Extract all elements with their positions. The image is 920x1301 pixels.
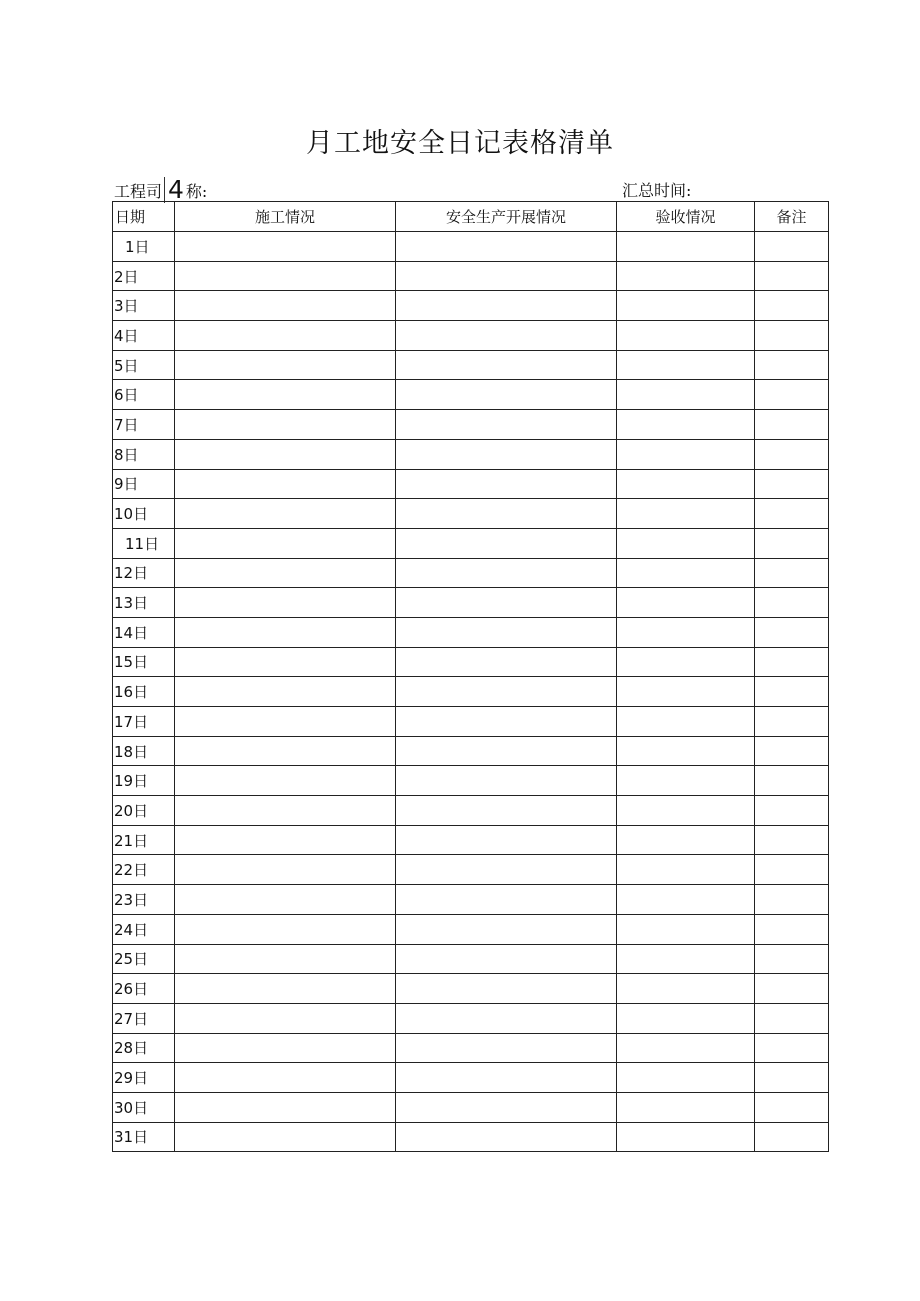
header-construction: 施工情况 [175,202,396,232]
date-cell: 4日 [113,321,175,351]
remarks-cell[interactable] [755,350,829,380]
construction-cell[interactable] [175,558,396,588]
remarks-cell[interactable] [755,707,829,737]
construction-cell[interactable] [175,885,396,915]
remarks-cell[interactable] [755,439,829,469]
date-cell: 24日 [113,914,175,944]
construction-cell[interactable] [175,1122,396,1152]
table-row [113,350,829,380]
date-cell: 9日 [113,469,175,499]
remarks-cell[interactable] [755,796,829,826]
safety-cell[interactable] [396,350,617,380]
date-cell: 25日 [113,944,175,974]
acceptance-cell[interactable] [617,736,755,766]
construction-cell[interactable] [175,736,396,766]
safety-cell[interactable] [396,528,617,558]
construction-cell[interactable] [175,380,396,410]
date-cell: 18日 [113,736,175,766]
table-row [113,766,829,796]
page-title: 月工地安全日记表格清单 [306,128,614,159]
construction-cell[interactable] [175,291,396,321]
acceptance-cell[interactable] [617,796,755,826]
construction-cell[interactable] [175,617,396,647]
acceptance-cell[interactable] [617,885,755,915]
construction-cell[interactable] [175,499,396,529]
safety-cell[interactable] [396,232,617,262]
project-name-label [114,174,207,202]
table-row [113,885,829,915]
safety-cell[interactable] [396,410,617,440]
date-cell: 5日 [113,350,175,380]
acceptance-cell[interactable] [617,291,755,321]
construction-cell[interactable] [175,350,396,380]
remarks-cell[interactable] [755,855,829,885]
acceptance-cell[interactable] [617,855,755,885]
remarks-cell[interactable] [755,885,829,915]
safety-cell[interactable] [396,647,617,677]
construction-cell[interactable] [175,855,396,885]
acceptance-cell[interactable] [617,974,755,1004]
construction-cell[interactable] [175,1003,396,1033]
safety-cell[interactable] [396,1003,617,1033]
safety-cell[interactable] [396,380,617,410]
table-row [113,914,829,944]
construction-cell[interactable] [175,914,396,944]
remarks-cell[interactable] [755,1122,829,1152]
table-row [113,1003,829,1033]
date-cell: 19日 [113,766,175,796]
remarks-cell[interactable] [755,1092,829,1122]
project-label-left: 工程司 [114,182,163,201]
acceptance-cell[interactable] [617,647,755,677]
date-cell: 1日 [113,232,175,262]
safety-cell[interactable] [396,588,617,618]
date-cell: 27日 [113,1003,175,1033]
table-row [113,499,829,529]
acceptance-cell[interactable] [617,825,755,855]
date-cell: 31日 [113,1122,175,1152]
construction-cell[interactable] [175,796,396,826]
table-row [113,588,829,618]
table-row [113,974,829,1004]
date-cell: 30日 [113,1092,175,1122]
table-row [113,617,829,647]
safety-cell[interactable] [396,469,617,499]
acceptance-cell[interactable] [617,558,755,588]
header-date: 日期 [113,202,175,232]
construction-cell[interactable] [175,439,396,469]
safety-cell[interactable] [396,677,617,707]
date-cell: 12日 [113,558,175,588]
acceptance-cell[interactable] [617,677,755,707]
acceptance-cell[interactable] [617,528,755,558]
date-cell: 22日 [113,855,175,885]
safety-cell[interactable] [396,885,617,915]
safety-cell[interactable] [396,617,617,647]
acceptance-cell[interactable] [617,350,755,380]
remarks-cell[interactable] [755,617,829,647]
safety-cell[interactable] [396,825,617,855]
acceptance-cell[interactable] [617,380,755,410]
remarks-cell[interactable] [755,825,829,855]
acceptance-cell[interactable] [617,499,755,529]
acceptance-cell[interactable] [617,1033,755,1063]
remarks-cell[interactable] [755,232,829,262]
date-cell: 2日 [113,261,175,291]
safety-cell[interactable] [396,766,617,796]
date-cell: 14日 [113,617,175,647]
construction-cell[interactable] [175,410,396,440]
date-cell: 8日 [113,439,175,469]
construction-cell[interactable] [175,1063,396,1093]
acceptance-cell[interactable] [617,707,755,737]
remarks-cell[interactable] [755,528,829,558]
safety-cell[interactable] [396,796,617,826]
safety-cell[interactable] [396,439,617,469]
table-row [113,944,829,974]
table-header-row [113,202,829,232]
remarks-cell[interactable] [755,677,829,707]
safety-cell[interactable] [396,558,617,588]
date-cell: 17日 [113,707,175,737]
date-cell: 11日 [113,528,175,558]
table-row [113,528,829,558]
project-label-big: 4 [164,177,184,203]
table-row [113,707,829,737]
date-cell: 23日 [113,885,175,915]
construction-cell[interactable] [175,677,396,707]
safety-cell[interactable] [396,1033,617,1063]
table-row [113,647,829,677]
date-cell: 10日 [113,499,175,529]
date-cell: 7日 [113,410,175,440]
remarks-cell[interactable] [755,1003,829,1033]
remarks-cell[interactable] [755,558,829,588]
date-cell: 3日 [113,291,175,321]
date-cell: 28日 [113,1033,175,1063]
header-safety: 安全生产开展情况 [396,202,617,232]
acceptance-cell[interactable] [617,232,755,262]
remarks-cell[interactable] [755,736,829,766]
table-body [113,232,829,1152]
construction-cell[interactable] [175,974,396,1004]
safety-cell[interactable] [396,499,617,529]
acceptance-cell[interactable] [617,439,755,469]
remarks-cell[interactable] [755,291,829,321]
safety-cell[interactable] [396,1063,617,1093]
date-cell: 16日 [113,677,175,707]
summary-time-label: 汇总时间: [622,181,692,200]
safety-cell[interactable] [396,736,617,766]
remarks-cell[interactable] [755,261,829,291]
acceptance-cell[interactable] [617,261,755,291]
acceptance-cell[interactable] [617,1122,755,1152]
date-cell: 13日 [113,588,175,618]
safety-cell[interactable] [396,1092,617,1122]
remarks-cell[interactable] [755,1033,829,1063]
date-cell: 29日 [113,1063,175,1093]
remarks-cell[interactable] [755,499,829,529]
acceptance-cell[interactable] [617,469,755,499]
table-row [113,1092,829,1122]
table-row [113,380,829,410]
table-row [113,677,829,707]
remarks-cell[interactable] [755,321,829,351]
safety-cell[interactable] [396,855,617,885]
safety-cell[interactable] [396,707,617,737]
safety-cell[interactable] [396,291,617,321]
table-row [113,558,829,588]
acceptance-cell[interactable] [617,1063,755,1093]
table-row [113,825,829,855]
acceptance-cell[interactable] [617,766,755,796]
safety-cell[interactable] [396,944,617,974]
safety-cell[interactable] [396,321,617,351]
acceptance-cell[interactable] [617,321,755,351]
remarks-cell[interactable] [755,914,829,944]
construction-cell[interactable] [175,321,396,351]
remarks-cell[interactable] [755,410,829,440]
remarks-cell[interactable] [755,380,829,410]
header-acceptance: 验收情况 [617,202,755,232]
table-row [113,232,829,262]
table-row [113,410,829,440]
table-row [113,796,829,826]
acceptance-cell[interactable] [617,410,755,440]
safety-cell[interactable] [396,261,617,291]
construction-cell[interactable] [175,232,396,262]
remarks-cell[interactable] [755,1063,829,1093]
construction-cell[interactable] [175,825,396,855]
construction-cell[interactable] [175,528,396,558]
header-remarks: 备注 [755,202,829,232]
construction-cell[interactable] [175,1092,396,1122]
construction-cell[interactable] [175,469,396,499]
remarks-cell[interactable] [755,766,829,796]
construction-cell[interactable] [175,766,396,796]
remarks-cell[interactable] [755,588,829,618]
construction-cell[interactable] [175,588,396,618]
acceptance-cell[interactable] [617,617,755,647]
acceptance-cell[interactable] [617,588,755,618]
safety-log-table [112,201,829,1152]
date-cell: 6日 [113,380,175,410]
acceptance-cell[interactable] [617,914,755,944]
acceptance-cell[interactable] [617,1092,755,1122]
safety-cell[interactable] [396,1122,617,1152]
table-row [113,291,829,321]
acceptance-cell[interactable] [617,1003,755,1033]
table-row [113,1063,829,1093]
safety-cell[interactable] [396,974,617,1004]
construction-cell[interactable] [175,707,396,737]
table-row [113,855,829,885]
table-row [113,1033,829,1063]
table-row [113,736,829,766]
construction-cell[interactable] [175,944,396,974]
table-row [113,1122,829,1152]
table-row [113,321,829,351]
remarks-cell[interactable] [755,469,829,499]
date-cell: 21日 [113,825,175,855]
acceptance-cell[interactable] [617,944,755,974]
construction-cell[interactable] [175,1033,396,1063]
date-cell: 26日 [113,974,175,1004]
project-label-right: 称: [185,182,208,201]
remarks-cell[interactable] [755,944,829,974]
remarks-cell[interactable] [755,974,829,1004]
table-row [113,469,829,499]
table-row [113,261,829,291]
date-cell: 20日 [113,796,175,826]
safety-cell[interactable] [396,914,617,944]
remarks-cell[interactable] [755,647,829,677]
construction-cell[interactable] [175,261,396,291]
table-row [113,439,829,469]
date-cell: 15日 [113,647,175,677]
construction-cell[interactable] [175,647,396,677]
